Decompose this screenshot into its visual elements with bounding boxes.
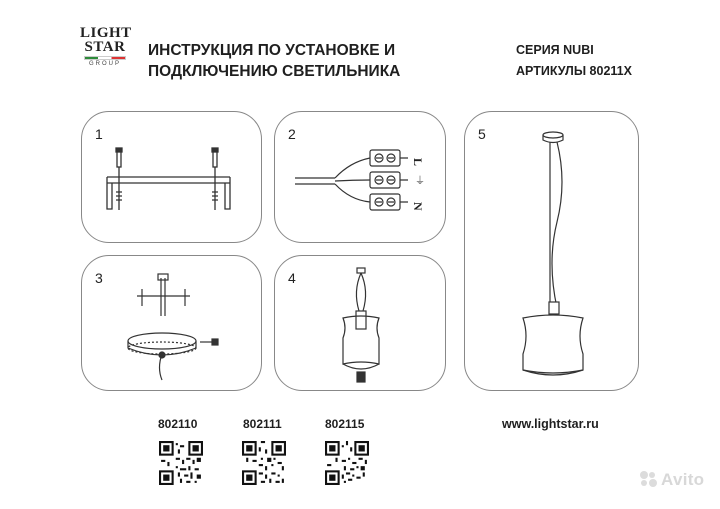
article-line: АРТИКУЛЫ 80211X (516, 64, 632, 78)
step-number: 1 (95, 126, 103, 142)
series-line: СЕРИЯ NUBI (516, 43, 594, 57)
avito-dots-icon (640, 471, 658, 487)
step-panel-4 (274, 255, 446, 391)
step-panel-2 (274, 111, 446, 243)
article-code-2: 802111 (243, 417, 282, 431)
website-link[interactable]: www.lightstar.ru (502, 417, 599, 431)
shade-attachment-illustration (275, 256, 445, 390)
logo-line-3: GROUP (88, 61, 121, 67)
logo-line-1: LIGHT (80, 25, 132, 41)
step-number: 5 (478, 126, 486, 142)
qr-code-802115[interactable] (325, 441, 369, 485)
step-panel-5 (464, 111, 639, 391)
mounting-bracket-illustration (82, 112, 261, 242)
qr-code-802111[interactable] (242, 441, 286, 485)
instruction-title (148, 40, 400, 82)
logo-flag-stripe (84, 56, 126, 60)
title-line-1: ИНСТРУКЦИЯ ПО УСТАНОВКЕ И (148, 42, 396, 59)
terminal-block-illustration (275, 112, 445, 242)
article-code-1: 802110 (158, 417, 198, 431)
avito-watermark (640, 470, 704, 490)
neutral-wire-label: N (411, 202, 425, 211)
title-line-2: ПОДКЛЮЧЕНИЮ СВЕТИЛЬНИКА (148, 63, 401, 80)
step-panel-3 (81, 255, 262, 391)
qr-code-802110[interactable] (159, 441, 203, 485)
live-wire-label: L (411, 158, 425, 167)
brand-logo (80, 26, 130, 82)
canopy-mounting-illustration (82, 256, 261, 390)
assembled-pendant-illustration (465, 112, 638, 390)
avito-text: Avito (661, 470, 705, 489)
series-info (516, 40, 632, 82)
step-number: 3 (95, 270, 103, 286)
article-code-3: 802115 (325, 417, 365, 431)
logo-line-2: STAR (84, 39, 126, 55)
step-number: 4 (288, 270, 296, 286)
step-number: 2 (288, 126, 296, 142)
step-panel-1 (81, 111, 262, 243)
earth-symbol: ⏚ (415, 176, 425, 187)
